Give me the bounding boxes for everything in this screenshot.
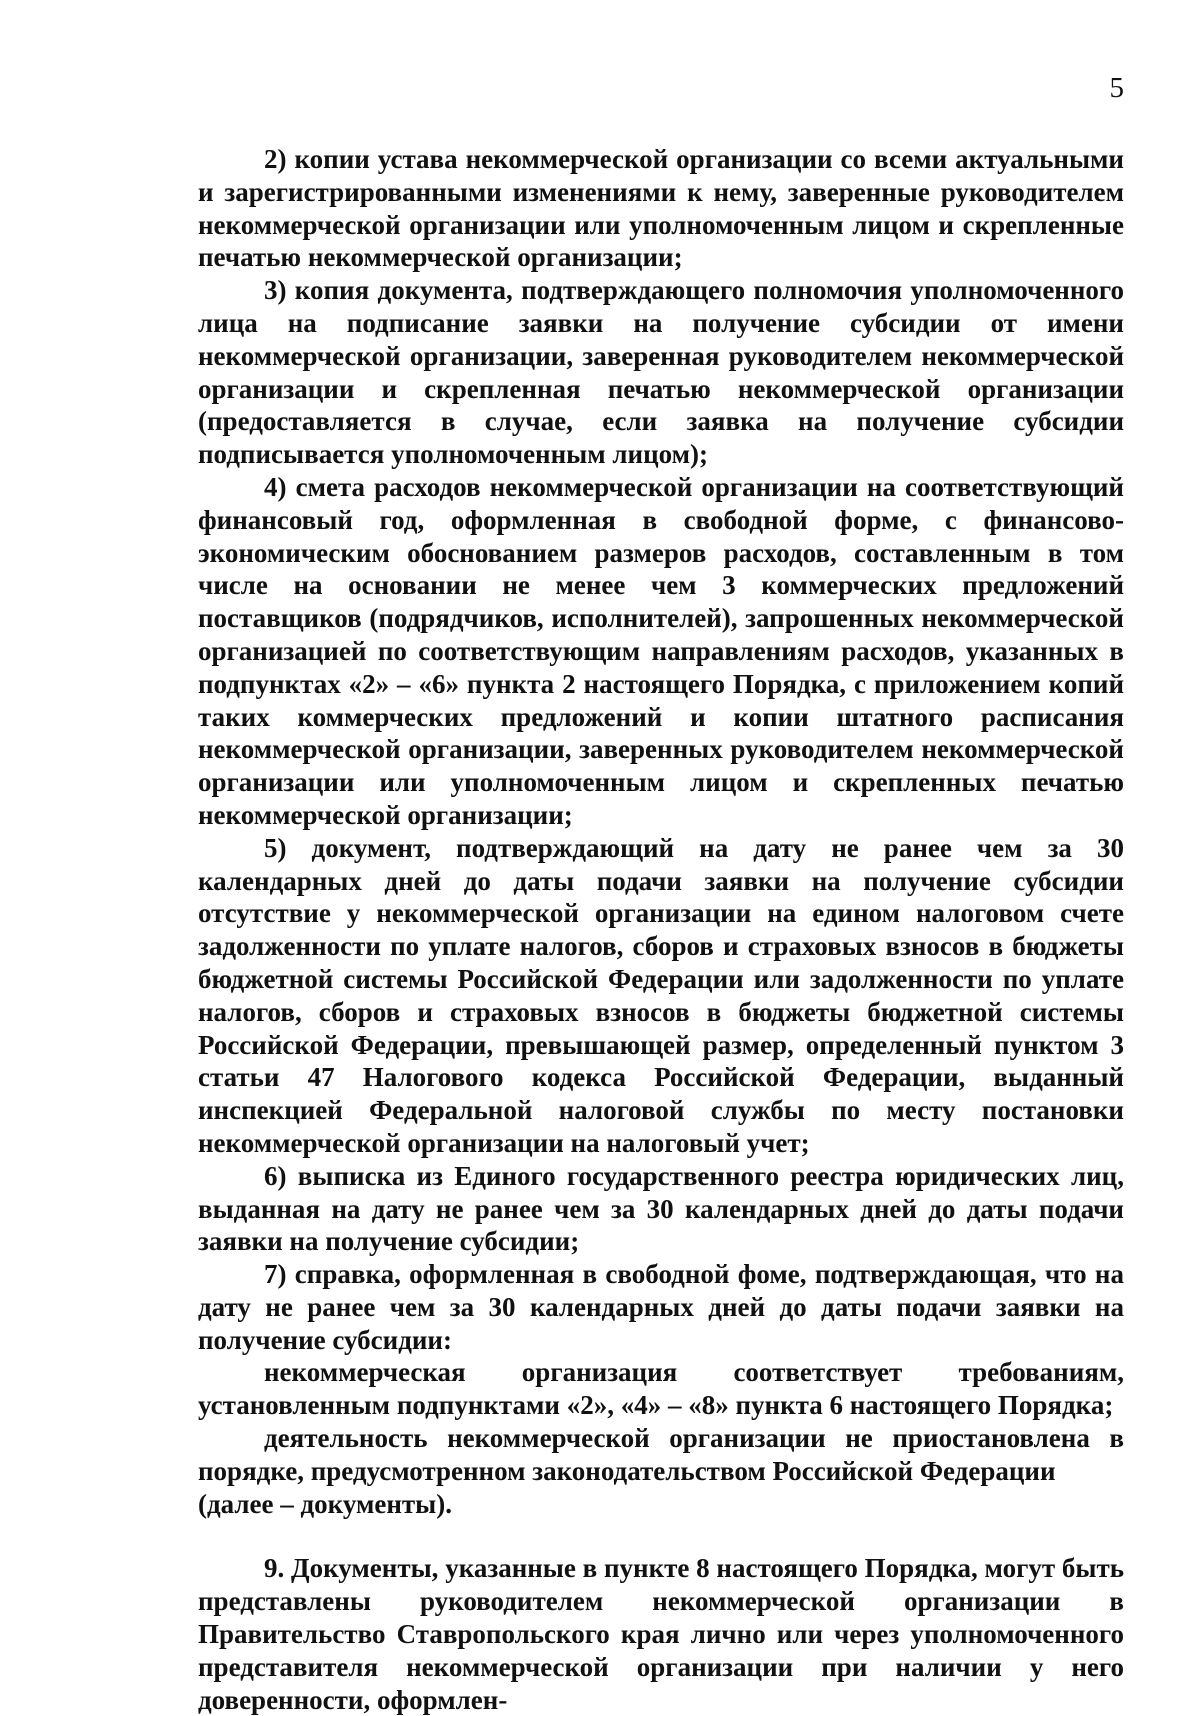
paragraph-activity-not-suspended: деятельность некоммерческой организации не приостановлена в порядке, предусмотренном законодательством Российской Федерации	[198, 1423, 1124, 1486]
paragraph-item-4: 4) смета расходов некоммерческой организации на соответствующий финансовый год, оформленная в свободной форме, с финансово-экономическим обоснованием размеров расходов, составленным в том числе на основании не менее чем 3 коммерческих предложений поставщиков (подрядчиков, исполнителей), запрошенных некоммерческой организацией по соответствующим направлениям расходов, указанных в подпунктах «2» – «6» пункта 2 настоящего Порядка, с приложением копий таких коммерческих предложений и копии штатного расписания некоммерческой организации, заверенных руководителем некоммерческой организации или уполномоченным лицом и скрепленных печатью некоммерческой организации;	[198, 471, 1124, 830]
paragraph-documents-definition: (далее – документы).	[198, 1488, 452, 1519]
paragraph-item-6: 6) выписка из Единого государственного реестра юридических лиц, выданная на дату не ранее чем за 30 календарных дней до даты подачи заявки на получение субсидии;	[198, 1160, 1124, 1257]
paragraph-requirement-compliance: некоммерческая организация соответствует требованиям, установленным подпунктами «2», «4» – «8» пункта 6 настоящего Порядка;	[198, 1357, 1124, 1421]
paragraph-item-5: 5) документ, подтверждающий на дату не ранее чем за 30 календарных дней до даты подачи заявки на получение субсидии отсутствие у некоммерческой организации на едином налоговом счете задолженности по уплате налогов, сборов и страховых взносов в бюджеты бюджетной системы Российской Федерации или задолженности по уплате налогов, сборов и страховых взносов в бюджеты бюджетной системы Российской Федерации, превышающей размер, определенный пунктом 3 статьи 47 Налогового кодекса Российской Федерации, выданный инспекцией Федеральной налоговой службы по месту постановки некоммерческой организации на налоговый учет;	[198, 832, 1124, 1158]
paragraph-section-9: 9. Документы, указанные в пункте 8 настоящего Порядка, могут быть представлены руководителем некоммерческой организации в Правительство Ставропольского края лично или через уполномоченного представителя некоммерческой организации при наличии у него доверенности, оформлен-	[198, 1553, 1124, 1715]
paragraph-item-7: 7) справка, оформленная в свободной фоме, подтверждающая, что на дату не ранее чем за 30 календарных дней до даты подачи заявки на получение субсидии:	[198, 1259, 1124, 1355]
paragraph-item-3: 3) копия документа, подтверждающего полномочия уполномоченного лица на подписание заявки на получение субсидии от имени некоммерческой организации, заверенная руководителем некоммерческой организации и скрепленная печатью некоммерческой организации (предоставляется в случае, если заявка на получение субсидии подписывается уполномоченным лицом);	[198, 275, 1124, 470]
paragraph-item-2: 2) копии устава некоммерческой организации со всеми актуальными и зарегистрированными изменениями к нему, заверенные руководителем некоммерческой организации или уполномоченным лицом и скрепленные печатью некоммерческой организации;	[198, 144, 1124, 273]
page-number: 5	[1109, 72, 1124, 104]
document-body	[198, 143, 1124, 1716]
